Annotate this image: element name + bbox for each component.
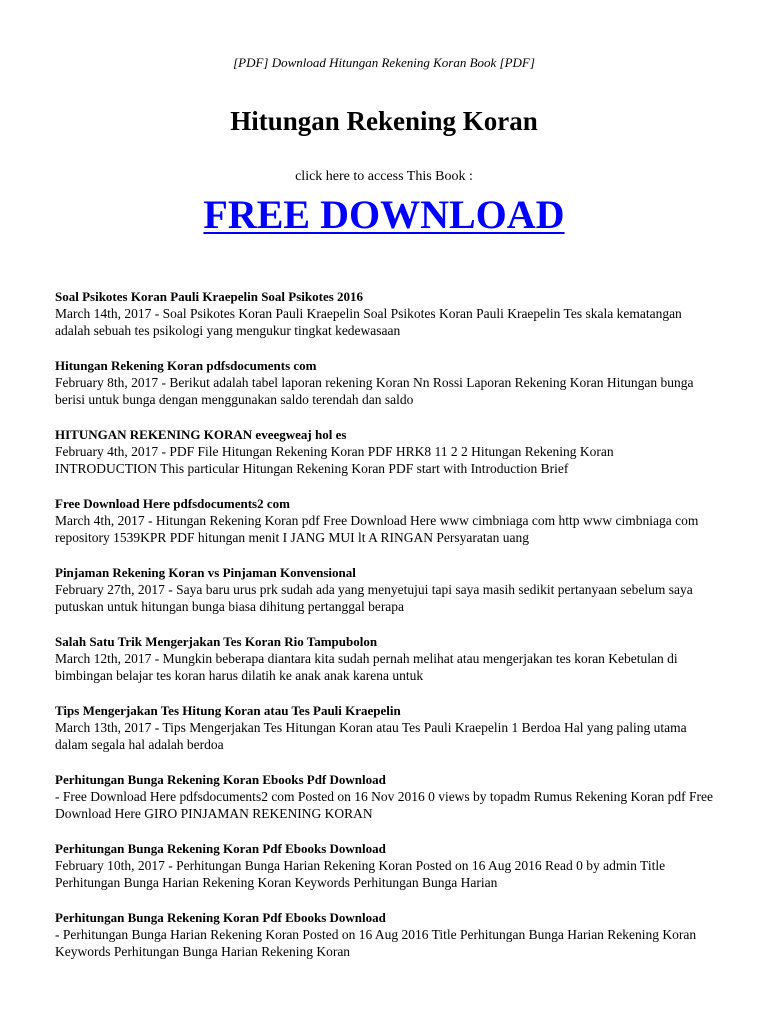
list-item	[55, 840, 715, 909]
list-item	[55, 702, 715, 771]
page-title: Hitungan Rekening Koran	[230, 106, 538, 136]
list-item	[55, 357, 715, 426]
list-item	[55, 288, 715, 357]
entry-description: February 4th, 2017 - PDF File Hitungan Rekening Koran PDF HRK8 11 2 2 Hitungan Rekening Koran INTRODUCTION This particular Hitungan Rekening Koran PDF start with Introduction Brief	[55, 444, 614, 476]
entry-description: March 12th, 2017 - Mungkin beberapa diantara kita sudah pernah melihat atau mengerjakan tes koran Kebetulan di bimbingan belajar tes koran harus dilatih ke anak anak karena untuk	[55, 651, 678, 683]
header-line: [PDF] Download Hitungan Rekening Koran Book [PDF]	[233, 55, 535, 70]
list-item	[55, 426, 715, 495]
entries-list	[55, 288, 715, 978]
entry-title: Perhitungan Bunga Rekening Koran Ebooks Pdf Download	[55, 772, 386, 787]
entry-title: Free Download Here pdfsdocuments2 com	[55, 496, 290, 511]
entry-title: Perhitungan Bunga Rekening Koran Pdf Ebooks Download	[55, 841, 386, 856]
entry-description: March 14th, 2017 - Soal Psikotes Koran Pauli Kraepelin Soal Psikotes Koran Pauli Kraepelin Tes skala kematangan adalah sebuah tes psikologi yang mengukur tingkat kedewasaan	[55, 306, 682, 338]
entry-title: Perhitungan Bunga Rekening Koran Pdf Ebooks Download	[55, 910, 386, 925]
entry-description: February 8th, 2017 - Berikut adalah tabel laporan rekening Koran Nn Rossi Laporan Rekening Koran Hitungan bunga berisi untuk bunga dengan menggunakan saldo terendah dan saldo	[55, 375, 694, 407]
entry-title: Salah Satu Trik Mengerjakan Tes Koran Rio Tampubolon	[55, 634, 378, 649]
free-download-container	[0, 191, 768, 239]
entry-title: Tips Mengerjakan Tes Hitung Koran atau Tes Pauli Kraepelin	[55, 703, 401, 718]
entry-description: - Perhitungan Bunga Harian Rekening Koran Posted on 16 Aug 2016 Title Perhitungan Bunga Harian Rekening Koran Keywords Perhitungan Bunga Harian Rekening Koran	[55, 927, 697, 959]
free-download-link[interactable]: FREE DOWNLOAD	[203, 192, 565, 237]
entry-description: March 13th, 2017 - Tips Mengerjakan Tes Hitungan Koran atau Tes Pauli Kraepelin 1 Berdoa Hal yang paling utama dalam segala hal adalah berdoa	[55, 720, 687, 752]
entry-title: Pinjaman Rekening Koran vs Pinjaman Konvensional	[55, 565, 356, 580]
entry-title: Soal Psikotes Koran Pauli Kraepelin Soal Psikotes 2016	[55, 289, 364, 304]
entry-description: February 10th, 2017 - Perhitungan Bunga Harian Rekening Koran Posted on 16 Aug 2016 Read 0 by admin Title Perhitungan Bunga Harian Rekening Koran Keywords Perhitungan Bunga Harian	[55, 858, 666, 890]
entry-description: - Free Download Here pdfsdocuments2 com Posted on 16 Nov 2016 0 views by topadm Rumus Rekening Koran pdf Free Download Here GIRO PINJAMAN REKENING KORAN	[55, 789, 714, 821]
entry-title: Hitungan Rekening Koran pdfsdocuments com	[55, 358, 317, 373]
entry-description: February 27th, 2017 - Saya baru urus prk sudah ada yang menyetujui tapi saya masih sedikit pertanyaan sebelum saya putuskan untuk hitungan bunga biasa dihitung pertanggal berapa	[55, 582, 693, 614]
list-item	[55, 633, 715, 702]
access-text: click here to access This Book :	[295, 169, 473, 184]
list-item	[55, 771, 715, 840]
entry-description: March 4th, 2017 - Hitungan Rekening Koran pdf Free Download Here www cimbniaga com http www cimbniaga com repository 1539KPR PDF hitungan menit I JANG MUI lt A RINGAN Persyaratan uang	[55, 513, 699, 545]
list-item	[55, 909, 715, 978]
entry-title: HITUNGAN REKENING KORAN eveegweaj hol es	[55, 427, 347, 442]
list-item	[55, 495, 715, 564]
list-item	[55, 564, 715, 633]
